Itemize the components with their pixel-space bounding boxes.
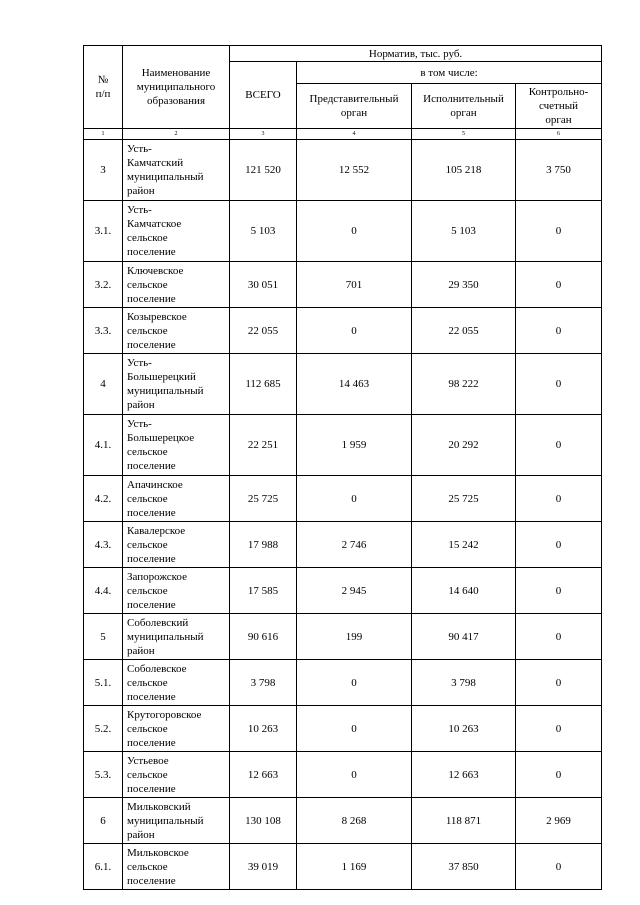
- cell-control: 0: [516, 201, 602, 262]
- header-executive: Исполнительный орган: [412, 84, 516, 129]
- header-row-1: [84, 46, 602, 62]
- table-row: [84, 415, 602, 476]
- cell-name: Запорожское сельское поселение: [123, 568, 230, 614]
- cell-number: 5.1.: [84, 660, 123, 706]
- cell-total: 112 685: [230, 354, 297, 415]
- cell-name: Ключевское сельское поселение: [123, 262, 230, 308]
- normative-table: [83, 45, 602, 890]
- column-number: 6: [516, 129, 602, 140]
- cell-executive: 14 640: [412, 568, 516, 614]
- cell-control: 0: [516, 614, 602, 660]
- cell-total: 22 055: [230, 308, 297, 354]
- cell-name: Соболевский муниципальный район: [123, 614, 230, 660]
- cell-control: 0: [516, 752, 602, 798]
- cell-total: 12 663: [230, 752, 297, 798]
- table-row: [84, 140, 602, 201]
- table-row: [84, 568, 602, 614]
- column-number-row: [84, 129, 602, 140]
- header-representative: Представительный орган: [297, 84, 412, 129]
- cell-representative: 0: [297, 308, 412, 354]
- cell-control: 0: [516, 706, 602, 752]
- cell-representative: 12 552: [297, 140, 412, 201]
- table-row: [84, 354, 602, 415]
- cell-control: 0: [516, 844, 602, 890]
- cell-name: Устьевое сельское поселение: [123, 752, 230, 798]
- table-row: [84, 308, 602, 354]
- cell-representative: 14 463: [297, 354, 412, 415]
- cell-control: 0: [516, 522, 602, 568]
- column-number: 1: [84, 129, 123, 140]
- cell-representative: 2 746: [297, 522, 412, 568]
- cell-total: 90 616: [230, 614, 297, 660]
- cell-representative: 8 268: [297, 798, 412, 844]
- table-row: [84, 614, 602, 660]
- cell-number: 5.3.: [84, 752, 123, 798]
- cell-representative: 0: [297, 706, 412, 752]
- cell-name: Апачинское сельское поселение: [123, 476, 230, 522]
- cell-executive: 105 218: [412, 140, 516, 201]
- cell-control: 0: [516, 568, 602, 614]
- cell-control: 3 750: [516, 140, 602, 201]
- cell-control: 0: [516, 415, 602, 476]
- table-body: [84, 46, 602, 890]
- table-row: [84, 844, 602, 890]
- cell-total: 3 798: [230, 660, 297, 706]
- cell-number: 5.2.: [84, 706, 123, 752]
- column-number: 2: [123, 129, 230, 140]
- table-row: [84, 798, 602, 844]
- cell-executive: 90 417: [412, 614, 516, 660]
- table-row: [84, 262, 602, 308]
- cell-executive: 3 798: [412, 660, 516, 706]
- table-row: [84, 752, 602, 798]
- header-normative: Норматив, тыс. руб.: [230, 46, 602, 62]
- cell-total: 17 988: [230, 522, 297, 568]
- cell-name: Усть- Камчатский муниципальный район: [123, 140, 230, 201]
- cell-representative: 0: [297, 201, 412, 262]
- cell-name: Козыревское сельское поселение: [123, 308, 230, 354]
- cell-representative: 199: [297, 614, 412, 660]
- table-row: [84, 522, 602, 568]
- cell-control: 0: [516, 308, 602, 354]
- cell-control: 2 969: [516, 798, 602, 844]
- cell-control: 0: [516, 660, 602, 706]
- cell-name: Усть- Большерецкое сельское поселение: [123, 415, 230, 476]
- cell-name: Усть- Большерецкий муниципальный район: [123, 354, 230, 415]
- cell-executive: 15 242: [412, 522, 516, 568]
- cell-total: 10 263: [230, 706, 297, 752]
- cell-total: 17 585: [230, 568, 297, 614]
- cell-executive: 37 850: [412, 844, 516, 890]
- cell-number: 4: [84, 354, 123, 415]
- header-control: Контрольно- счетный орган: [516, 84, 602, 129]
- cell-number: 6: [84, 798, 123, 844]
- cell-control: 0: [516, 262, 602, 308]
- cell-representative: 701: [297, 262, 412, 308]
- cell-total: 5 103: [230, 201, 297, 262]
- cell-number: 3.3.: [84, 308, 123, 354]
- cell-control: 0: [516, 476, 602, 522]
- table-row: [84, 706, 602, 752]
- cell-representative: 0: [297, 752, 412, 798]
- cell-total: 25 725: [230, 476, 297, 522]
- column-number: 3: [230, 129, 297, 140]
- cell-name: Кавалерское сельское поселение: [123, 522, 230, 568]
- header-name: Наименование муниципального образования: [123, 46, 230, 129]
- cell-number: 4.2.: [84, 476, 123, 522]
- cell-number: 4.1.: [84, 415, 123, 476]
- cell-executive: 98 222: [412, 354, 516, 415]
- header-including: в том числе:: [297, 62, 602, 84]
- column-number: 5: [412, 129, 516, 140]
- cell-executive: 10 263: [412, 706, 516, 752]
- cell-executive: 12 663: [412, 752, 516, 798]
- cell-executive: 20 292: [412, 415, 516, 476]
- header-total: ВСЕГО: [230, 62, 297, 129]
- cell-executive: 25 725: [412, 476, 516, 522]
- cell-name: Мильковский муниципальный район: [123, 798, 230, 844]
- cell-number: 5: [84, 614, 123, 660]
- table-row: [84, 201, 602, 262]
- cell-number: 4.4.: [84, 568, 123, 614]
- table-row: [84, 660, 602, 706]
- cell-total: 39 019: [230, 844, 297, 890]
- cell-representative: 2 945: [297, 568, 412, 614]
- cell-executive: 29 350: [412, 262, 516, 308]
- table-row: [84, 476, 602, 522]
- cell-number: 3.2.: [84, 262, 123, 308]
- cell-total: 121 520: [230, 140, 297, 201]
- header-num: № п/п: [84, 46, 123, 129]
- cell-name: Крутогоровское сельское поселение: [123, 706, 230, 752]
- cell-executive: 22 055: [412, 308, 516, 354]
- cell-number: 3: [84, 140, 123, 201]
- cell-executive: 118 871: [412, 798, 516, 844]
- cell-number: 3.1.: [84, 201, 123, 262]
- cell-representative: 0: [297, 476, 412, 522]
- cell-executive: 5 103: [412, 201, 516, 262]
- column-number: 4: [297, 129, 412, 140]
- cell-name: Соболевское сельское поселение: [123, 660, 230, 706]
- cell-control: 0: [516, 354, 602, 415]
- cell-name: Мильковское сельское поселение: [123, 844, 230, 890]
- cell-representative: 1 169: [297, 844, 412, 890]
- cell-total: 30 051: [230, 262, 297, 308]
- cell-name: Усть- Камчатское сельское поселение: [123, 201, 230, 262]
- cell-representative: 0: [297, 660, 412, 706]
- cell-representative: 1 959: [297, 415, 412, 476]
- cell-number: 4.3.: [84, 522, 123, 568]
- cell-total: 22 251: [230, 415, 297, 476]
- cell-number: 6.1.: [84, 844, 123, 890]
- cell-total: 130 108: [230, 798, 297, 844]
